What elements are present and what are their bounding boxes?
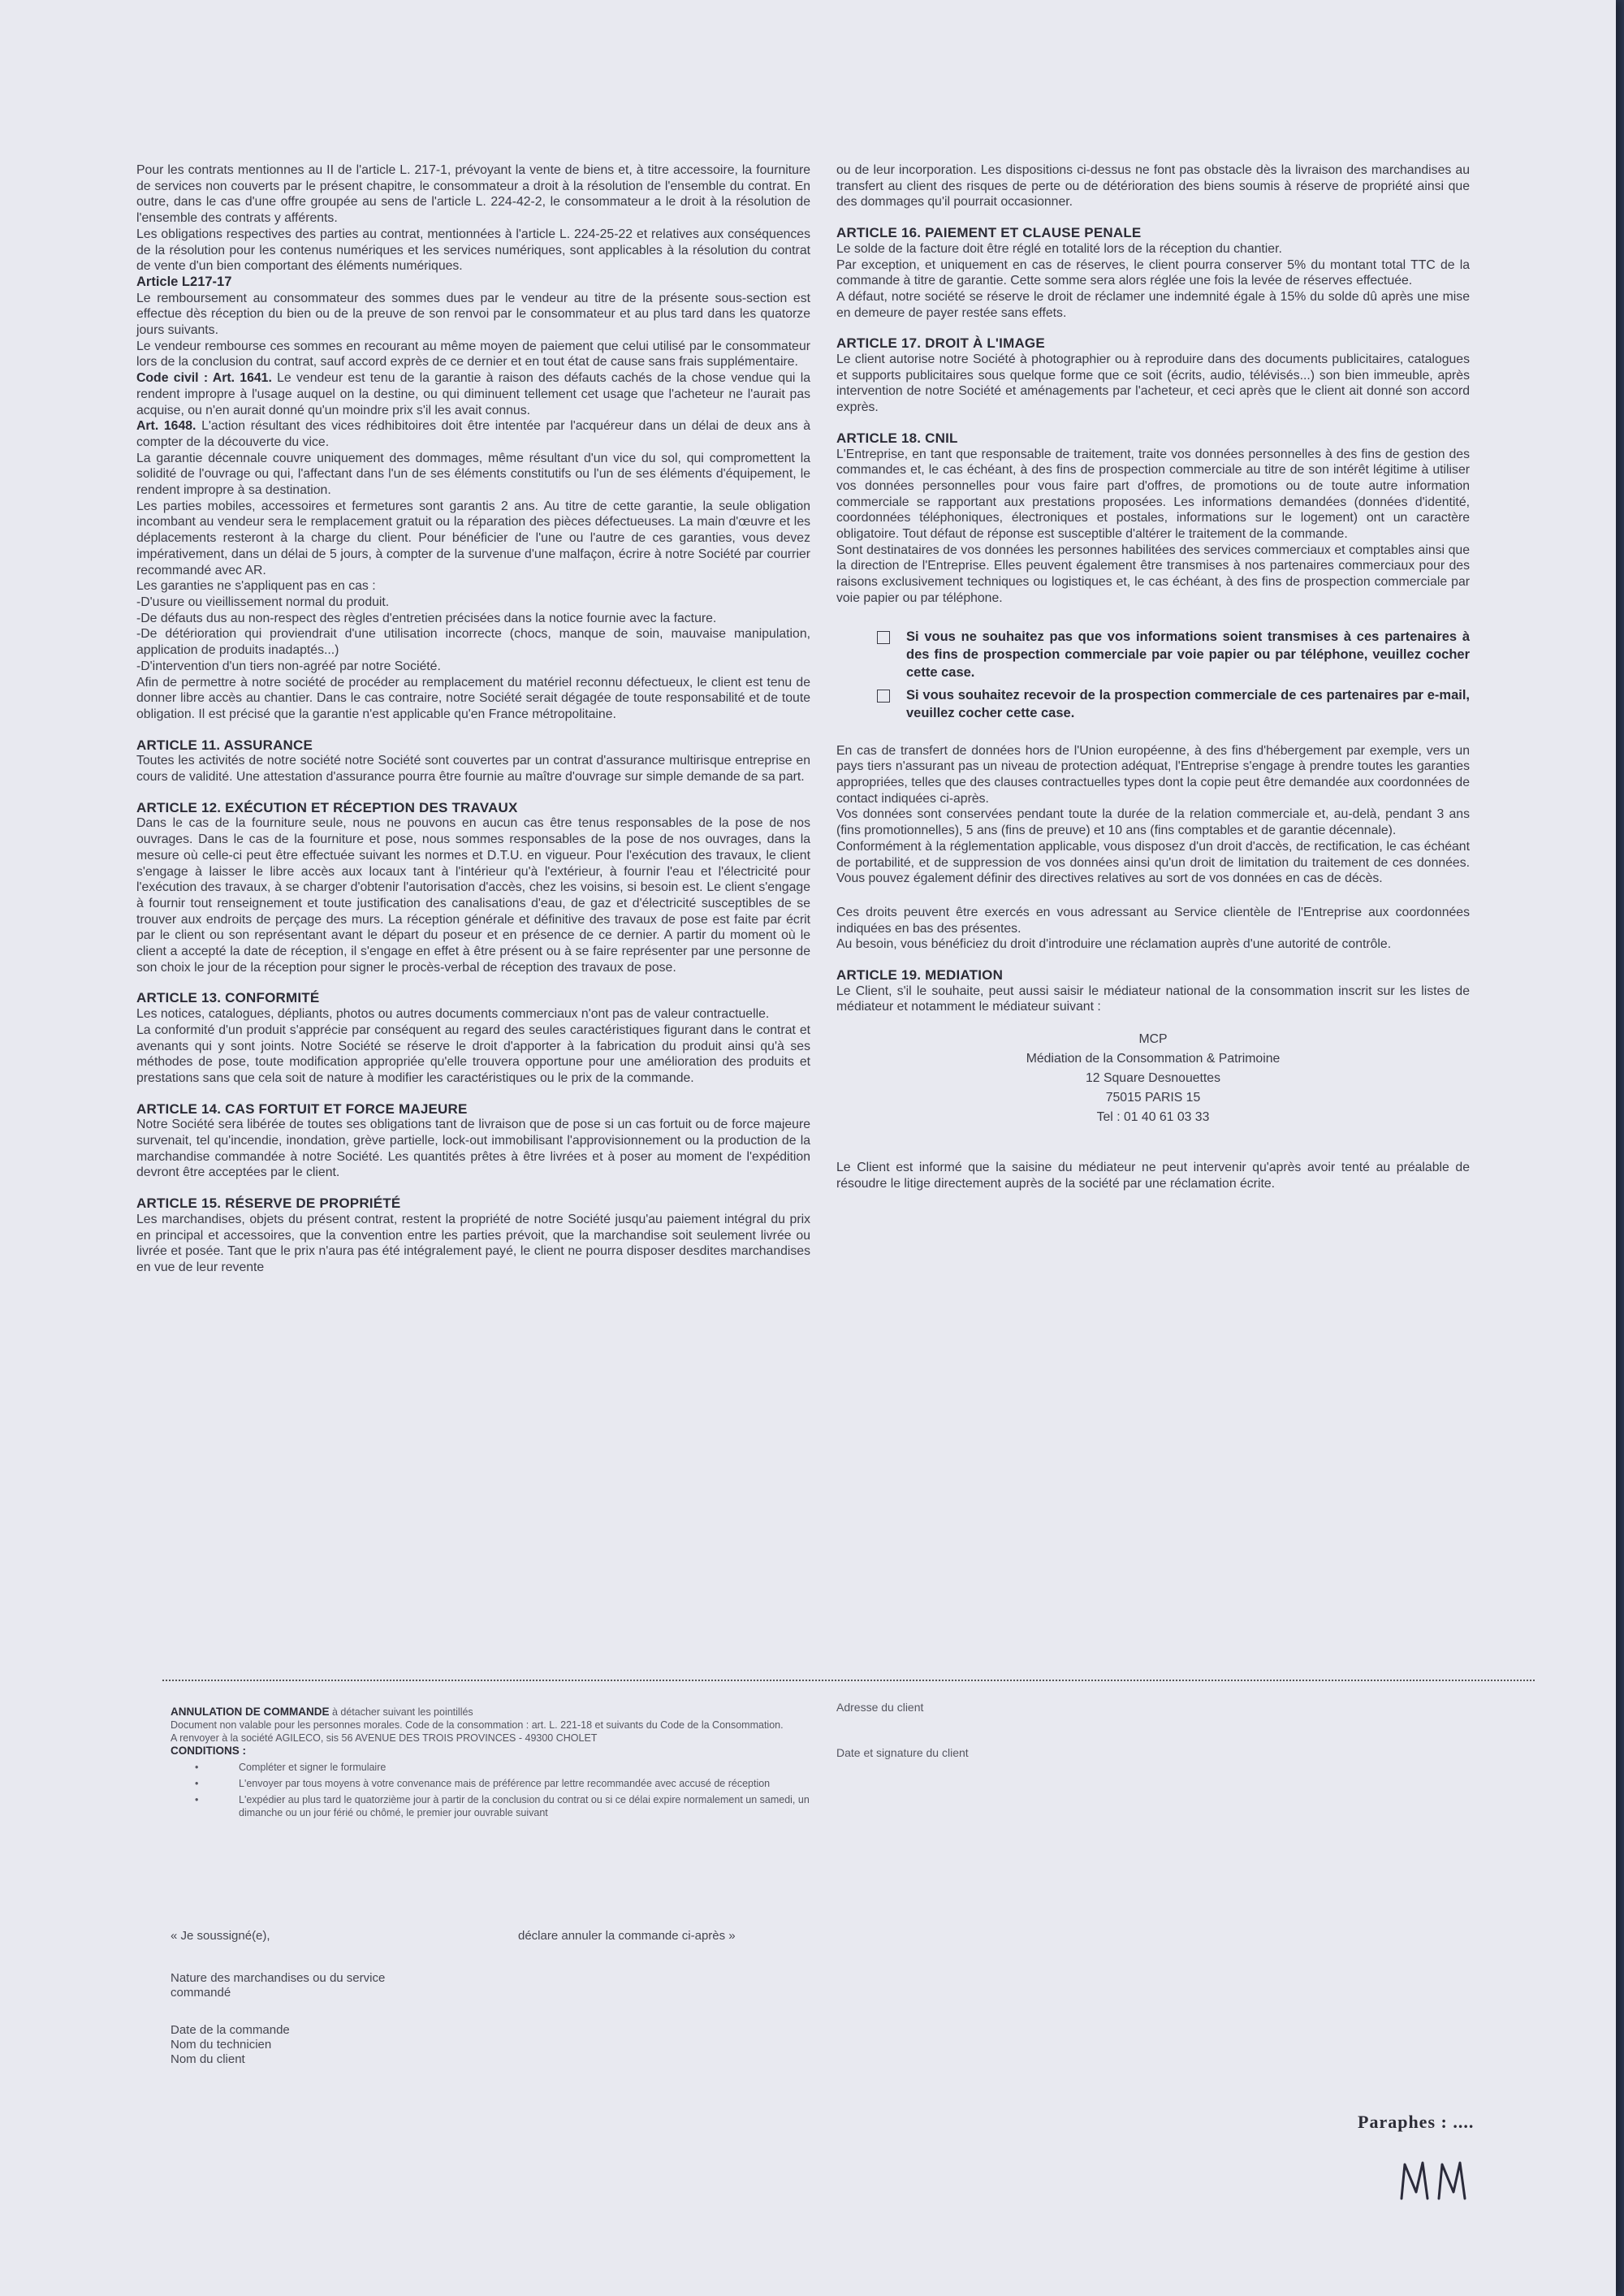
paragraph: Ces droits peuvent être exercés en vous adressant au Service clientèle de l'Entreprise aux coordonnées indiquées en bas des présentes.: [836, 905, 1470, 936]
prospection-paper-option: [877, 628, 1470, 681]
paragraph: Conformément à la réglementation applicable, vous disposez d'un droit d'accès, de rectification, le cas échéant de portabilité, et de suppression de vos données ainsi qu'un droit de limitation du traitement de ces données. Vous pouvez également définir des directives relatives au sort de vos données en cas de décès.: [836, 839, 1470, 886]
prospection-email-checkbox[interactable]: [877, 690, 890, 703]
paragraph: Les obligations respectives des parties au contrat, mentionnées à l'article L. 224-25-22 et relatives aux conséquences de la résolution pour les contenus numériques et les services numériques, sont applicables à la résolution du contrat de vente d'un bien comportant des éléments numériques.: [136, 227, 810, 274]
paragraph: Les parties mobiles, accessoires et fermetures sont garantis 2 ans. Au titre de cette garantie, la seule obligation incombant au vendeur sera le remplacement gratuit ou la réparation des pièces défectueuses. La main d'œuvre et les déplacements resteront à la charge du client. Pour bénéficier de l'une ou l'autre de ces garanties, vous devez impérativement, dans un délai de 5 jours, à compter de la survenue d'une malfaçon, écrire à notre Société par courrier recommandé avec AR.: [136, 499, 810, 577]
article-heading: ARTICLE 14. CAS FORTUIT ET FORCE MAJEURE: [136, 1100, 468, 1117]
declares-label: déclare annuler la commande ci-après »: [518, 1929, 736, 1943]
paragraph: Le Client est informé que la saisine du médiateur ne peut intervenir qu'après avoir tenté au préalable de résoudre le litige directement auprès de la société par une réclamation écrite.: [836, 1161, 1470, 1191]
paragraph: A défaut, notre société se réserve le droit de réclamer une indemnité égale à 15% du solde dû après une mise en demeure de payer restée sans effets.: [836, 289, 1470, 320]
list-item: -De défauts dus au non-respect des règles d'entretien précisées dans la notice fournie avec la facture.: [136, 611, 717, 625]
article-heading: ARTICLE 15. RÉSERVE DE PROPRIÉTÉ: [136, 1196, 401, 1212]
paragraph: ou de leur incorporation. Les dispositions ci-dessus ne font pas obstacle dès la livraison des marchandises au transfert au client des risques de perte ou de détérioration des biens soumis à réserve de propriété ainsi que des dommages qu'il pourrait occasionner.: [836, 163, 1470, 210]
paragraph: Afin de permettre à notre société de procéder au remplacement du matériel reconnu défectueux, le client est tenu de donner libre accès au chantier. Dans le cas contraire, notre Société serait dégagée de toute responsabilité et de toute obligation. Il est précisé que la garantie n'est applicable qu'en France métropolitaine.: [136, 675, 810, 721]
paragraph: Sont destinataires de vos données les personnes habilitées des services commerciaux et comptables ainsi que la direction de l'Entreprise. Elles peuvent également être transmises à nos partenaires commerciaux pour des raisons exclusivement techniques ou logistiques et, le cas échéant, à des fins de prospection commerciale par voie papier ou par téléphone.: [836, 543, 1470, 605]
cut-line: [162, 1680, 1535, 1681]
paragraph: Le client autorise notre Société à photographier ou à reproduire dans des documents publicitaires, catalogues et supports publicitaires sous quelque forme que ce soit (écrits, audio, télévisés...) son bien immeuble, après intervention de notre Société et aménagements par l'acheteur, et ceci après que le client ait donné son accord exprès.: [836, 352, 1470, 415]
paragraph: Le Client, s'il le souhaite, peut aussi saisir le médiateur national de la consommation inscrit sur les listes de médiateur et notamment le médiateur suivant :: [836, 984, 1470, 1014]
paragraph: [136, 418, 810, 450]
cancellation-form: [171, 1929, 820, 2067]
undersigned-line: [171, 1929, 820, 1944]
conditions-list: [195, 1761, 820, 1819]
list-item: -D'usure ou vieillissement normal du produit.: [136, 595, 390, 609]
client-name-field[interactable]: Nom du client: [171, 2052, 245, 2066]
list-item: • Compléter et signer le formulaire: [195, 1761, 820, 1774]
code-civil-label: Code civil : Art. 1641.: [136, 371, 272, 386]
prospection-paper-checkbox[interactable]: [877, 631, 890, 644]
left-column: [136, 162, 810, 1276]
cancellation-title-line: [171, 1706, 820, 1719]
paraphes-label: Paraphes : ....: [1358, 2112, 1475, 2132]
cancellation-title-suffix: à détacher suivant les pointillés: [329, 1706, 473, 1718]
client-signature-field[interactable]: Date et signature du client: [836, 1746, 969, 1759]
article-heading: ARTICLE 17. DROIT À L'IMAGE: [836, 335, 1045, 352]
paragraph: Les marchandises, objets du présent contrat, restent la propriété de notre Société jusqu'au paiement intégral du prix en principal et accessoires, que la convention entre les parties prévoit, que la marchandise soit seulement livrée ou livrée et posée. Tant que le prix n'aura pas été intégralement payé, le client ne pourra disposer desdites marchandises en vue de leur revente: [136, 1212, 810, 1274]
paragraph: Pour les contrats mentionnes au II de l'article L. 217-1, prévoyant la vente de biens et, à titre accessoire, la fourniture de services non couverts par le présent chapitre, le consommateur a droit à la résolution de l'ensemble du contrat. En outre, dans le cas d'une offre groupée au sens de l'article L. 224-42-2, le consommateur a le droit à la résolution de l'ensemble des contrats y afférents.: [136, 163, 810, 226]
paragraph: Dans le cas de la fourniture seule, nous ne pouvons en aucun cas être tenus responsables de la pose de nos ouvrages. Dans le cas de la fourniture et pose, nous sommes responsables de la pose de nos ouvrages, dans la mesure où celle-ci peut être effectuée suivant les normes et D.T.U. en vigueur. Pour l'exécution des travaux, le client s'engage à laisser le libre accès aux locaux tant à l'intérieur qu'à l'extérieur, à fournir l'eau et l'électricité pour l'exécution des travaux, à se charger d'obtenir l'autorisation d'accès, chez les voisins, si besoin est. Le client s'engage à fournir tout renseignement et toute justification des canalisations d'eau, de gaz et d'électricité susceptibles de se trouver aux endroits de perçage des murs. La réception générale et définitive des travaux de pose est faite par écrit par le client ou son représentant avant le départ du poseur et en présence de ce dernier. A partir du moment où le client a accepté la date de réception, il s'engage en effet à être présent ou à se faire représenter par une personne de son choix le jour de la réception pour signer le procès-verbal de réception des travaux de pose.: [136, 816, 810, 975]
mediator-city: 75015 PARIS 15: [1105, 1091, 1201, 1105]
mediator-street: 12 Square Desnouettes: [1086, 1071, 1220, 1086]
list-item: -De détérioration qui proviendrait d'une utilisation incorrecte (chocs, manque de soin, mauvaise manipulation, application de produits inadaptés...): [136, 627, 810, 658]
paragraph: La conformité d'un produit s'apprécie par conséquent au regard des seules caractéristiques figurant dans le contrat et avenants qui y sont joints. Notre Société se réserve le droit d'apporter à la fabrication du produit ainsi qu'à ses méthodes de pose, toute modification appropriée qu'elle trouvera opportune pour une amélioration des produits et prestations sans que cela soit de nature à modifier les caractéristiques ou le prix de la commande.: [136, 1023, 810, 1085]
mediator-org: Médiation de la Consommation & Patrimoine: [1026, 1052, 1281, 1066]
paragraph: Le solde de la facture doit être réglé en totalité lors de la réception du chantier.: [836, 241, 1282, 256]
paragraph: L'Entreprise, en tant que responsable de traitement, traite vos données personnelles à des fins de gestion des commandes et, le cas échéant, à des fins de prospection commerciale au titre de son intérêt légitime à utiliser vos données personnelles pour vous faire part d'offres, de promotions ou de toute autre information commerciale se rapportant aux prestations proposées. Les informations demandées (données d'identité, coordonnées téléphoniques, électroniques et postales, informations sur le logement) ont un caractère obligatoire. Tout défaut de réponse est susceptible d'altérer le traitement de la commande.: [836, 447, 1470, 542]
article-heading: ARTICLE 19. MEDIATION: [836, 967, 1004, 984]
checkbox-label: Si vous souhaitez recevoir de la prospection commerciale de ces partenaires par e-mail, veuillez cocher cette case.: [906, 687, 1470, 720]
paragraph: Toutes les activités de notre société notre Société sont couvertes par un contrat d'assurance multirisque entreprise en cours de validité. Une attestation d'assurance pourra être fournie au maître d'ouvrage sur simple demande de sa part.: [136, 754, 810, 785]
paragraph: Vos données sont conservées pendant toute la durée de la relation commerciale et, au-delà, pendant 3 ans (fins promotionnelles), 5 ans (fins de preuve) et 10 ans (fins comptables et de garantie décennale).: [836, 807, 1470, 838]
initials-signature: [1397, 2156, 1478, 2209]
checkbox-label: Si vous ne souhaitez pas que vos informations soient transmises à ces partenaires à des fins de prospection commerciale par voie papier ou par téléphone, veuillez cocher cette case.: [906, 629, 1470, 680]
conditions-title: CONDITIONS :: [171, 1745, 246, 1757]
list-item: • L'expédier au plus tard le quatorzième jour à partir de la conclusion du contrat ou si ce délai expire normalement un samedi, un dimanche ou un jour férié ou chômé, le premier jour ouvrable suivant: [195, 1793, 820, 1819]
list-item: • L'envoyer par tous moyens à votre convenance mais de préférence par lettre recommandée avec accusé de réception: [195, 1777, 820, 1790]
paragraph: Au besoin, vous bénéficiez du droit d'introduire une réclamation auprès d'une autorité de contrôle.: [836, 937, 1392, 952]
art1648-text: L'action résultant des vices rédhibitoires doit être intentée par l'acquéreur dans un délai de deux ans à compter de la découverte du vice.: [136, 419, 811, 449]
list-item: -D'intervention d'un tiers non-agréé par notre Société.: [136, 659, 441, 673]
order-date-field[interactable]: Date de la commande: [171, 2023, 290, 2037]
paragraph: Le remboursement au consommateur des sommes dues par le vendeur au titre de la présente sous-section est effectue dès réception du bien ou de la preuve de son renvoi par le consommateur et au plus tard dans les quatorze jours suivants.: [136, 291, 810, 338]
paragraph: Les notices, catalogues, dépliants, photos ou autres documents commerciaux n'ont pas de valeur contractuelle.: [136, 1007, 770, 1022]
article-heading: Article L217-17: [136, 274, 232, 289]
cancellation-line: Document non valable pour les personnes morales. Code de la consommation : art. L. 221-18 et suivants du Code de la Consommation.: [171, 1719, 784, 1731]
article-heading: ARTICLE 18. CNIL: [836, 430, 958, 446]
mediator-phone: Tel : 01 40 61 03 33: [1096, 1110, 1210, 1125]
code-civil-text: Le vendeur est tenu de la garantie à raison des défauts cachés de la chose vendue qui la rendent impropre à l'usage auquel on la destine, ou qui diminuent tellement cet usage que l'acheteur ne l'aurait pas acquise, ou n'en aurait donné qu'un moindre prix s'il les avait connus.: [136, 371, 810, 417]
cancellation-title: ANNULATION DE COMMANDE: [171, 1706, 330, 1718]
paragraph: Par exception, et uniquement en cas de réserves, le client pourra conserver 5% du montant total TTC de la commande à titre de garantie. Cette somme sera alors réglée une fois la levée de réserves effectuée.: [836, 257, 1470, 288]
client-fields: [836, 1700, 1405, 1760]
article-heading: ARTICLE 11. ASSURANCE: [136, 737, 313, 753]
prospection-email-option: [877, 686, 1470, 722]
paragraph: Notre Société sera libérée de toutes ses obligations tant de livraison que de pose si un cas fortuit ou de force majeure survenait, tel qu'incendie, inondation, grève partielle, lock-out immobilisant l'approvisionnement ou la production de la marchandise commandée à notre Société. Les quantités prêtes à être livrées et à poser au moment de l'expédition devront être acceptées par le client.: [136, 1118, 810, 1180]
article-heading: ARTICLE 13. CONFORMITÉ: [136, 990, 320, 1006]
mediator-address: [836, 1030, 1470, 1127]
art1648-label: Art. 1648.: [136, 419, 197, 434]
mediator-name: MCP: [1138, 1032, 1168, 1047]
technician-field[interactable]: Nom du technicien: [171, 2038, 272, 2052]
paragraph: En cas de transfert de données hors de l'Union européenne, à des fins d'hébergement par exemple, vers un pays tiers n'assurant pas un niveau de protection adéquat, l'Entreprise s'engage à prendre toutes les garanties appropriées, telles que des clauses contractuelles types dont la copie peut être demandée aux coordonnées de contact indiquées ci-après.: [836, 743, 1470, 806]
client-address-field[interactable]: Adresse du client: [836, 1701, 924, 1714]
paragraph: La garantie décennale couvre uniquement des dommages, même résultant d'un vice du sol, qui compromettent la solidité de l'ouvrage ou qui, l'affectant dans l'un de ses éléments constitutifs ou l'un de ses éléments d'équipement, le rendent impropre à sa destination.: [136, 451, 810, 498]
paragraph: [136, 370, 810, 418]
undersigned-label[interactable]: « Je soussigné(e),: [171, 1929, 270, 1943]
cancellation-line: A renvoyer à la société AGILECO, sis 56 AVENUE DES TROIS PROVINCES - 49300 CHOLET: [171, 1732, 598, 1744]
paragraph: Le vendeur rembourse ces sommes en recourant au même moyen de paiement que celui utilisé par le consommateur lors de la conclusion du contrat, sauf accord exprès de ce dernier et en tout état de cause sans frais supplémentaire.: [136, 339, 810, 370]
right-column: [836, 162, 1470, 1192]
nature-field[interactable]: Nature des marchandises ou du service commandé: [171, 1971, 386, 2000]
article-heading: ARTICLE 16. PAIEMENT ET CLAUSE PENALE: [836, 225, 1142, 241]
cancellation-form-header: [171, 1706, 820, 1823]
article-heading: ARTICLE 12. EXÉCUTION ET RÉCEPTION DES TRAVAUX: [136, 799, 518, 815]
paragraph: Les garanties ne s'appliquent pas en cas :: [136, 579, 376, 594]
